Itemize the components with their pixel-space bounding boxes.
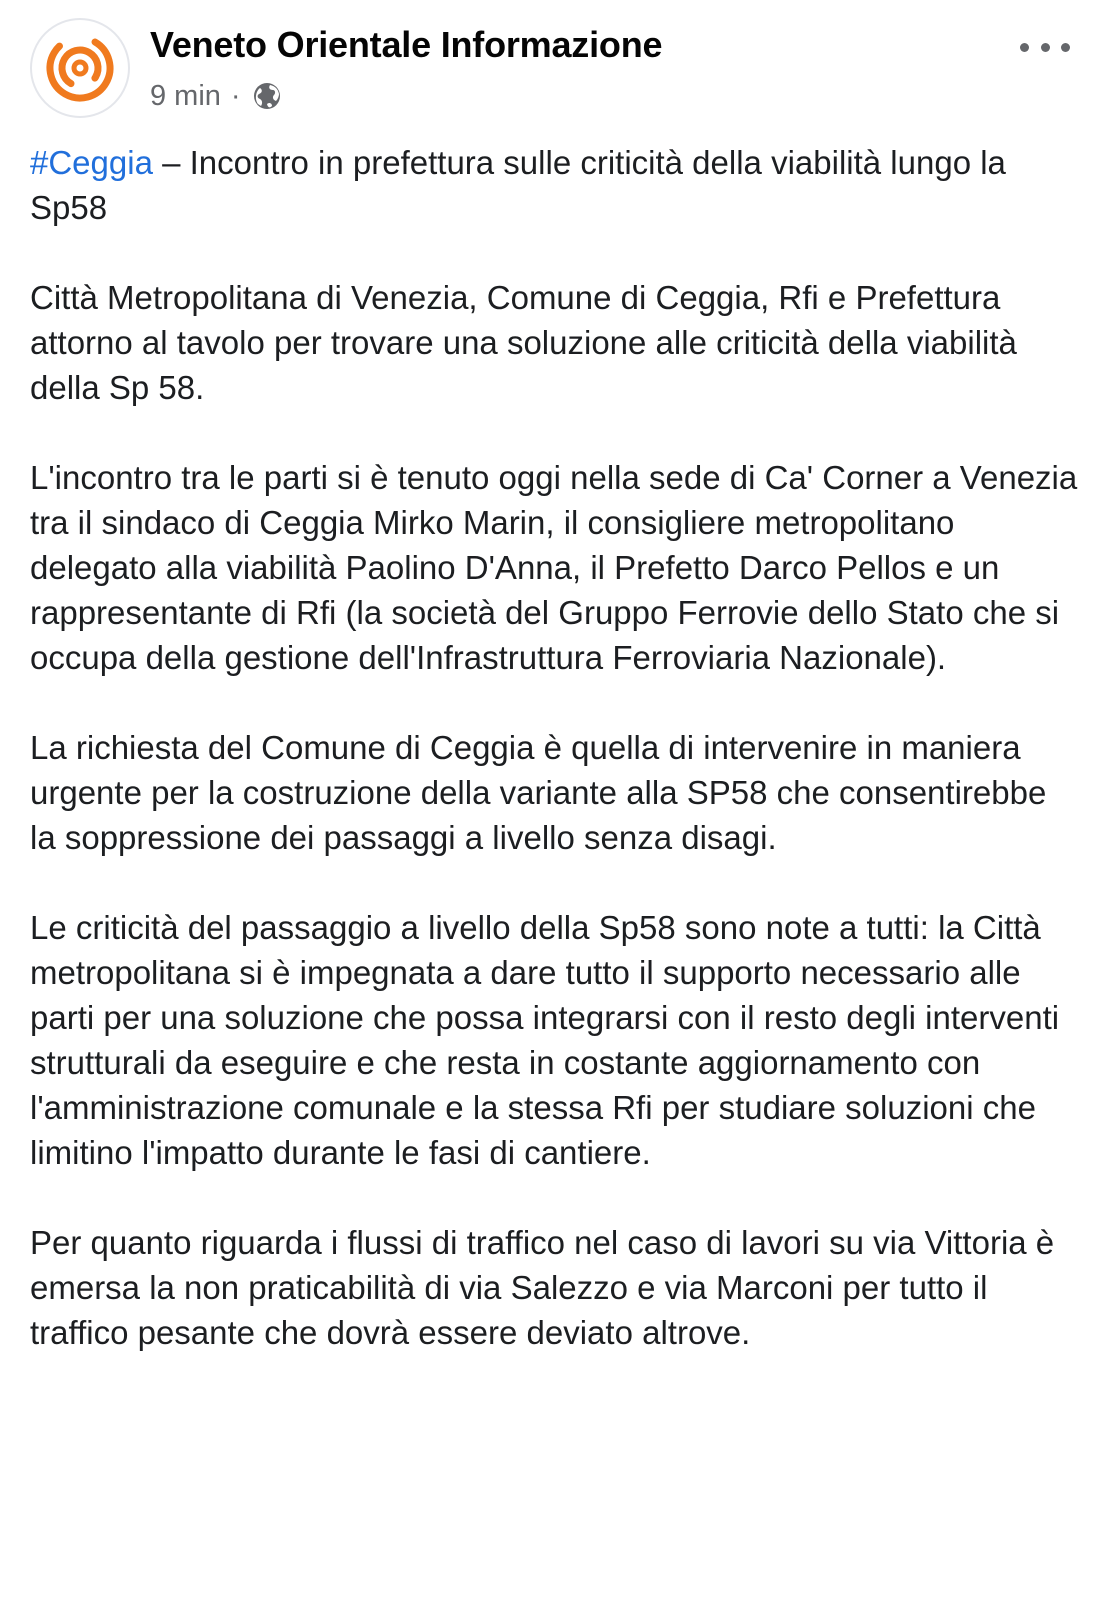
post-meta xyxy=(150,76,283,116)
meta-separator: · xyxy=(230,79,241,112)
more-dot-icon xyxy=(1041,43,1050,52)
more-options-button[interactable] xyxy=(1020,32,1070,62)
hashtag-link[interactable]: #Ceggia xyxy=(30,144,153,181)
post-paragraph: Le criticità del passaggio a livello della Sp58 sono note a tutti: la Città metropolitana si è impegnata a dare tutto il supporto necessario alle parti per una soluzione che possa integrarsi con il resto degli interventi strutturali da eseguire e che resta in costante aggiornamento con l'amministrazione comunale e la stessa Rfi per studiare soluzioni che limitino l'impatto durante le fasi di cantiere. xyxy=(30,909,1060,1171)
post-headline xyxy=(30,140,1080,230)
brand-logo-icon xyxy=(32,20,128,116)
post-text xyxy=(30,140,1080,1400)
more-dot-icon xyxy=(1061,43,1070,52)
post-paragraph: Per quanto riguarda i flussi di traffico nel caso di lavori su via Vittoria è emersa la non praticabilità di via Salezzo e via Marconi per tutto il traffico pesante che dovrà essere deviato altrove. xyxy=(30,1224,1055,1351)
post-header xyxy=(30,18,1070,118)
globe-icon[interactable] xyxy=(251,80,283,112)
more-dot-icon xyxy=(1020,43,1029,52)
post-paragraph: L'incontro tra le parti si è tenuto oggi nella sede di Ca' Corner a Venezia tra il sindaco di Ceggia Mirko Marin, il consigliere metropolitano delegato alla viabilità Paolino D'Anna, il Prefetto Darco Pellos e un rappresentante di Rfi (la società del Gruppo Ferrovie dello Stato che si occupa della gestione dell'Infrastruttura Ferroviaria Nazionale). xyxy=(30,459,1078,676)
page-avatar[interactable] xyxy=(30,18,130,118)
post-paragraph: Città Metropolitana di Venezia, Comune di Ceggia, Rfi e Prefettura attorno al tavolo per trovare una soluzione alle criticità della viabilità della Sp 58. xyxy=(30,279,1017,406)
headline-text: – Incontro in prefettura sulle criticità della viabilità lungo la Sp58 xyxy=(30,144,1006,226)
page-name-link[interactable]: Veneto Orientale Informazione xyxy=(150,24,663,65)
post-timestamp[interactable]: 9 min xyxy=(150,79,221,112)
post-paragraph: La richiesta del Comune di Ceggia è quella di intervenire in maniera urgente per la costruzione della variante alla SP58 che consentirebbe la soppressione dei passaggi a livello senza disagi. xyxy=(30,729,1047,856)
